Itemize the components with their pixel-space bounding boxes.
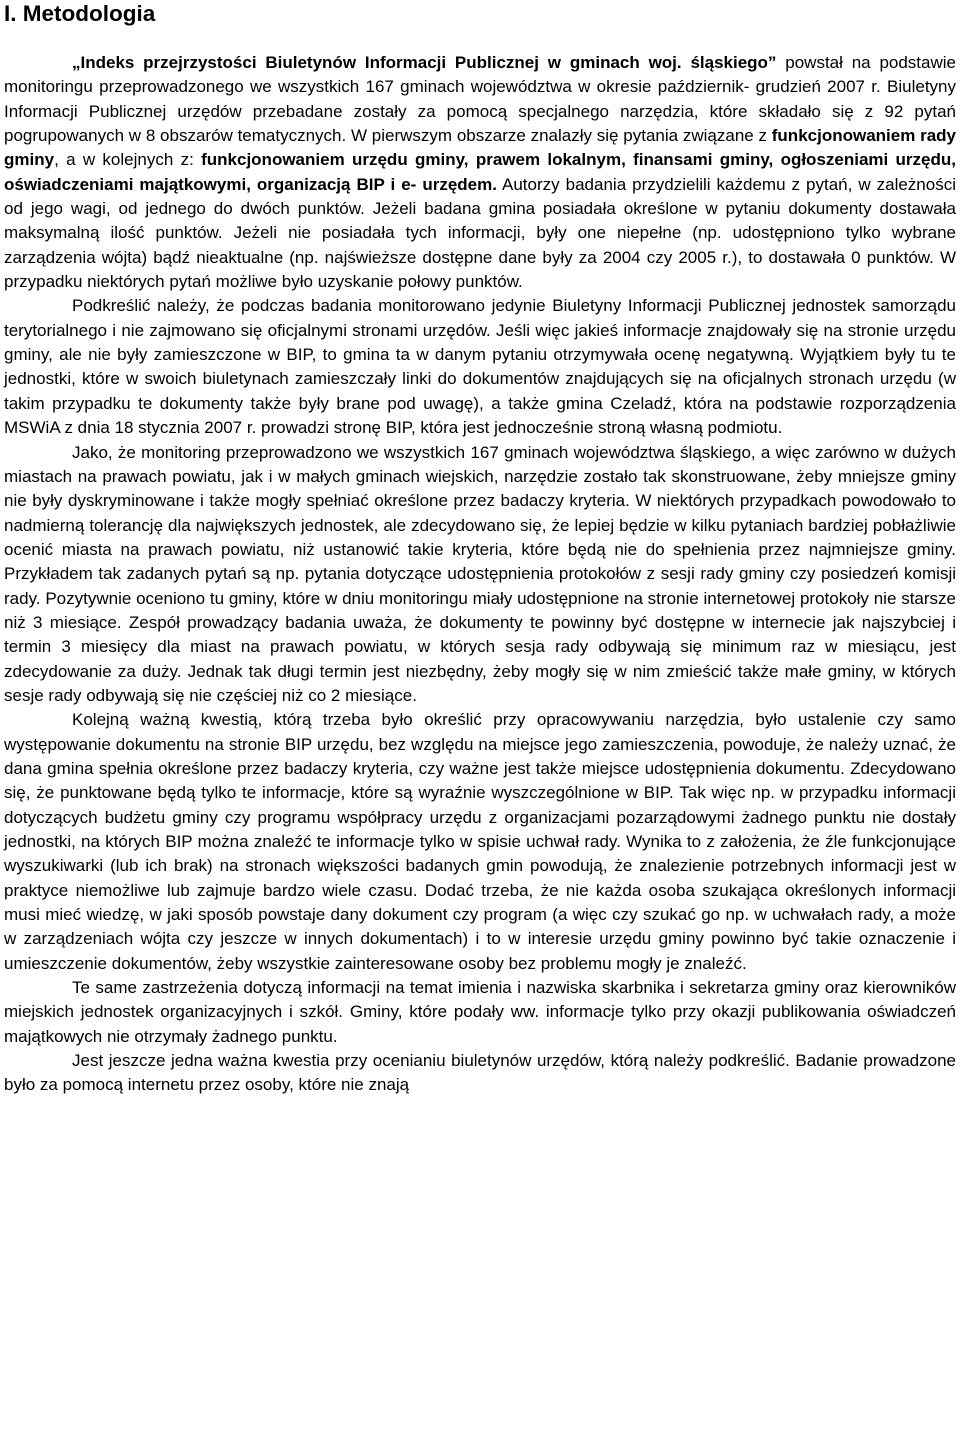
text-run: powstał na podstawie monitoringu przeprowadzonego we wszystkich 167 gminach województwa w okresie październik- grudzień 2007 r. Biuletyny Informacji Publicznej urzędów przebadane zostały za pomocą specjalnego narzędzia, które składało się z 92 pytań pogrupowanych w 8 obszarów tematycznych. W pierwszym obszarze znalazły się pytania związane z [4, 53, 956, 146]
text-run: , a w kolejnych z: [54, 150, 202, 170]
text-run: Kolejną ważną kwestią, którą trzeba było określić przy opracowywaniu narzędzia, było ustalenie czy samo występowanie dokumentu na stronie BIP urzędu, bez względu na miejsce jego zamieszczenia, powoduje, że należy uznać, że dana gmina spełnia określone przez badaczy kryteria, czy ważne jest także miejsce udostępnienia dokumentu. Zdecydowano się, że punktowane będą tylko te informacje, które są wyraźnie wyszczególnione w BIP. Tak więc np. w przypadku informacji dotyczących budżetu gminy czy programu współpracy urzędu z organizacjami pozarządowymi żadnego punktu nie dostały jednostki, na których BIP można znaleźć te informacje tylko w spisie uchwał rady. Wynika to z założenia, że źle funkcjonujące wyszukiwarki (lub ich brak) na stronach większości badanych gmin powodują, że znalezienie potrzebnych informacji jest w praktyce niemożliwe lub zajmuje bardzo wiele czasu. Dodać trzeba, że nie każda osoba szukająca określonych informacji musi mieć wiedzę, w jaki sposób powstaje dany dokument czy program (a więc czy szukać go np. w uchwałach rady, a może w zarządzeniach wójta czy jeszcze w innych dokumentach) i to w interesie urzędu gminy powinno być takie oznaczenie i umieszczenie dokumentów, żeby wszystkie zainteresowane osoby bez problemu mogły je znaleźć. [4, 710, 956, 973]
paragraph [4, 51, 956, 294]
paragraph [4, 441, 956, 709]
text-run: Jako, że monitoring przeprowadzono we wszystkich 167 gminach województwa śląskiego, a więc zarówno w dużych miastach na prawach powiatu, jak i w małych gminach wiejskich, narzędzie zostało tak skonstruowane, żeby mniejsze gminy nie były dyskryminowane i także mogły spełniać określone przez badaczy kryteria. W niektórych przypadkach powodowało to nadmierną tolerancję dla największych jednostek, ale zdecydowano się, że lepiej będzie w kilku pytaniach bardziej pobłażliwie ocenić miasta na prawach powiatu, niż ustanowić takie kryteria, które będą nie do spełnienia przez najmniejsze gminy. Przykładem tak zadanych pytań są np. pytania dotyczące udostępnienia protokołów z sesji rady gminy czy posiedzeń komisji rady. Pozytywnie oceniono tu gminy, które w dniu monitoringu miały udostępnione na stronie internetowej protokoły nie starsze niż 3 miesiące. Zespół prowadzący badania uważa, że dokumenty te powinny być dostępne w internecie jak najszybciej i termin 3 miesięcy dla miast na prawach powiatu, w których sesja rady odbywają się minimum raz w miesiącu, jest zdecydowanie za duży. Jednak tak długi termin jest niezbędny, żeby mogły się w nim zmieścić także małe gminy, w których sesje rady odbywają się nie częściej niż co 2 miesiące. [4, 442, 956, 705]
paragraph [4, 294, 956, 440]
document-body [4, 51, 956, 1098]
bold-text-run: funkcjonowaniem rady gminy [4, 126, 957, 170]
bold-text-run: funkcjonowaniem urzędu gminy, prawem lokalnym, finansami gminy, ogłoszeniami urzędu, oświadczeniami majątkowymi, organizacją BIP i e- urzędem. [4, 150, 956, 194]
paragraph [4, 708, 956, 976]
paragraph [4, 976, 956, 1049]
bold-text-run: „Indeks przejrzystości Biuletynów Informacji Publicznej w gminach woj. śląskiego” [72, 53, 777, 72]
section-heading: I. Metodologia [4, 1, 156, 26]
text-run: Te same zastrzeżenia dotyczą informacji na temat imienia i nazwiska skarbnika i sekretarza gminy oraz kierowników miejskich jednostek organizacyjnych i szkół. Gminy, które podały ww. informacje tylko przy okazji publikowania oświadczeń majątkowych nie otrzymały żadnego punktu. [4, 978, 956, 1046]
text-run: Podkreślić należy, że podczas badania monitorowano jedynie Biuletyny Informacji Publicznej jednostek samorządu terytorialnego i nie zajmowano się oficjalnymi stronami urzędów. Jeśli więc jakieś informacje znajdowały się na stronie urzędu gminy, ale nie były zamieszczone w BIP, to gmina ta w danym pytaniu otrzymywała ocenę negatywną. Wyjątkiem były tu te jednostki, które w swoich biuletynach zamieszczały linki do dokumentów znajdujących się na oficjalnych stronach urzędu (w takim przypadku te dokumenty także były brane pod uwagę), a także gmina Czeladź, która na podstawie rozporządzenia MSWiA z dnia 18 stycznia 2007 r. prowadzi stronę BIP, która jest jednocześnie stroną własną podmiotu. [4, 296, 956, 438]
paragraph [4, 1049, 956, 1098]
text-run: Jest jeszcze jedna ważna kwestia przy ocenianiu biuletynów urzędów, którą należy podkreślić. Badanie prowadzone było za pomocą internetu przez osoby, które nie znają [4, 1051, 956, 1095]
text-run: Autorzy badania przydzielili każdemu z pytań, w zależności od jego wagi, od jednego do dwóch punktów. Jeżeli badana gmina posiadała określone w pytaniu dokumenty dostawała maksymalną ilość punktów. Jeżeli nie posiadała tych informacji, były one niepełne (np. udostępniono tylko wybrane zarządzenia wójta) bądź nieaktualne (np. najświeższe dostępne dane były za 2004 czy 2005 r.), to dostawała 0 punktów. W przypadku niektórych pytań możliwe było uzyskanie połowy punktów. [4, 174, 956, 292]
